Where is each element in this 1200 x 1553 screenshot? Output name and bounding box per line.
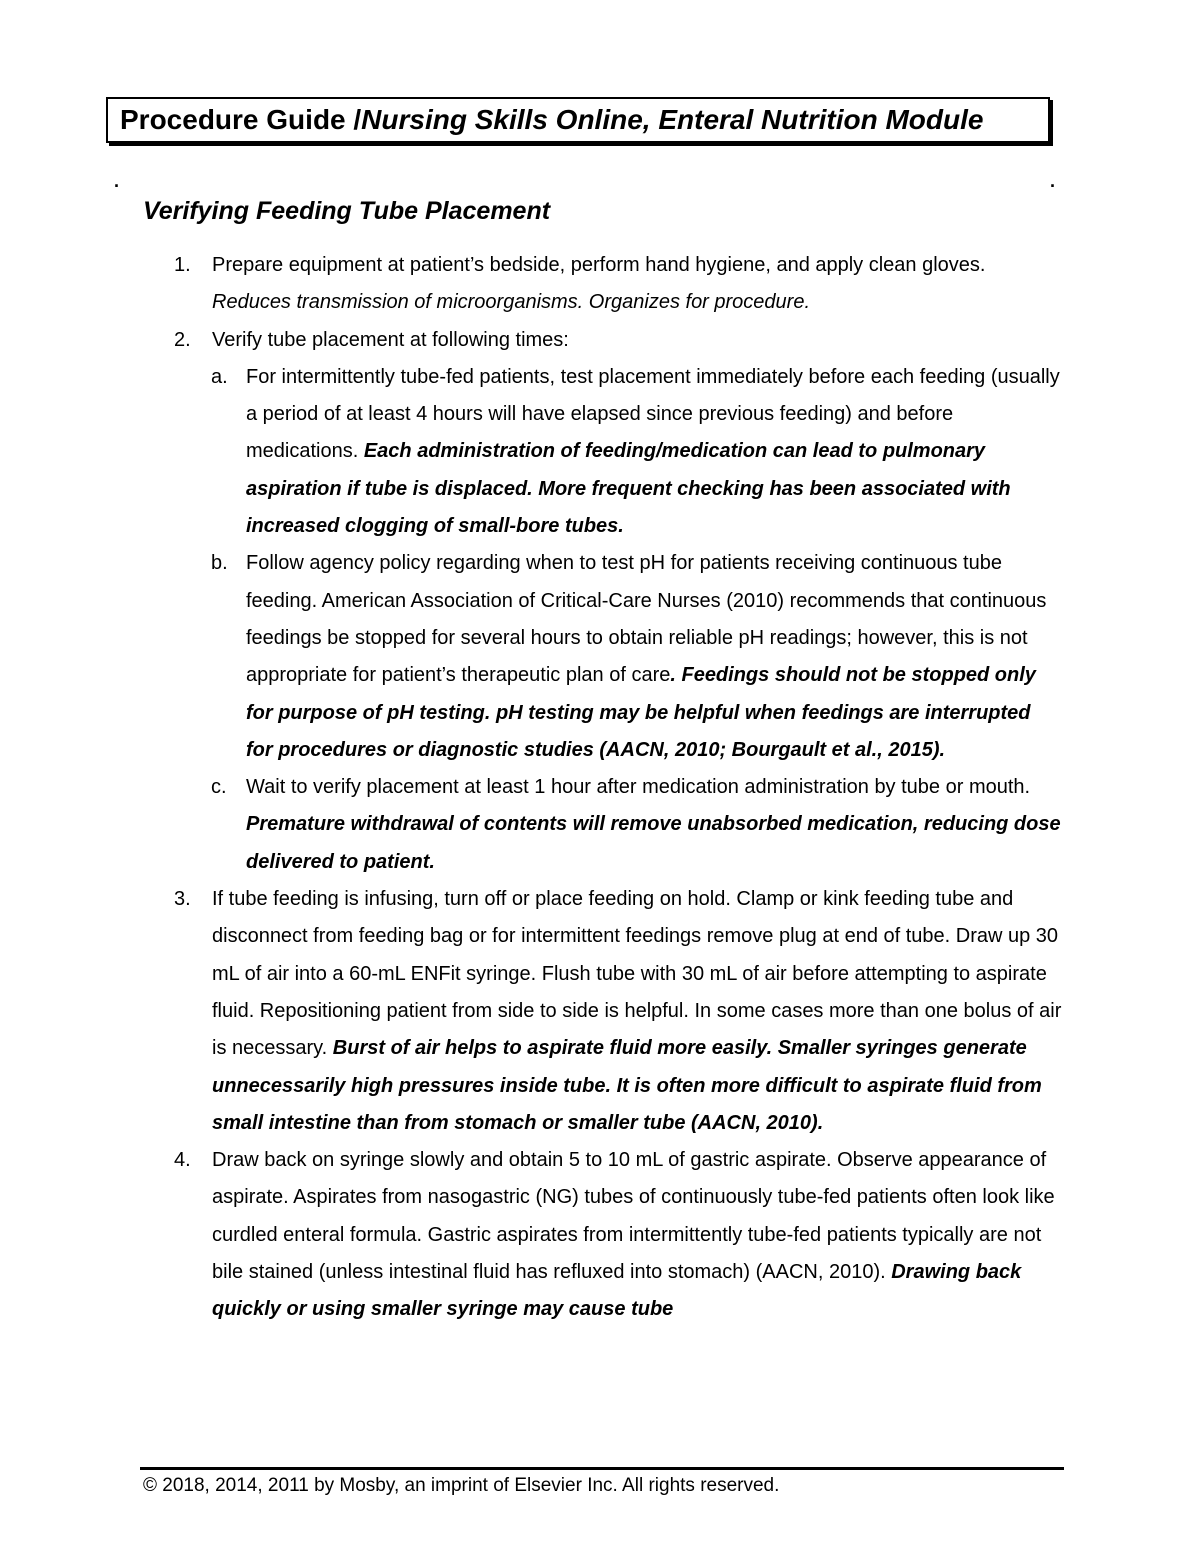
step-2 — [0, 322, 1062, 359]
header-title: Nursing Skills Online, Enteral Nutrition Module — [361, 104, 984, 135]
substep-rationale: . Feedings should not be stopped only for purpose of pH testing. pH testing may be helpful when feedings are interrupted for procedures or diagnostic studies (AACN, 2010; Bourgault et al., 2015). — [246, 664, 1036, 761]
step-2a — [0, 359, 1062, 545]
step-text: If tube feeding is infusing, turn off or place feeding on hold. Clamp or kink feeding tube and disconnect from feeding bag or for intermittent feedings remove plug at end of tube. Draw up 30 mL of air into a 60-mL ENFit syringe. Flush tube with 30 mL of air before attempting to aspirate fluid. Repositioning patient from side to side is helpful. In some cases more than one bolus of air is necessary. — [212, 888, 1062, 1060]
substep-letter: c. — [211, 776, 227, 799]
substep-rationale: Each administration of feeding/medication can lead to pulmonary aspiration if tube is displaced. More frequent checking has been associated with increased clogging of small-bore tubes. — [246, 440, 1011, 538]
step-1 — [0, 247, 1062, 322]
step-number: 4. — [174, 1149, 191, 1172]
header-prefix: Procedure Guide / — [120, 104, 362, 135]
step-number: 3. — [174, 888, 191, 911]
section-title: Verifying Feeding Tube Placement — [143, 197, 551, 225]
step-rationale: Burst of air helps to aspirate fluid more easily. Smaller syringes generate unnecessarily high pressures inside tube. It is often more difficult to aspirate fluid from small intestine than from stomach or smaller tube (AACN, 2010). — [212, 1037, 1042, 1134]
left-marker: . — [114, 171, 120, 191]
substep-rationale: Premature withdrawal of contents will remove unabsorbed medication, reducing dose delivered to patient. — [246, 813, 1061, 873]
step-text: Draw back on syringe slowly and obtain 5 to 10 mL of gastric aspirate. Observe appearance of aspirate. Aspirates from nasogastric (NG) tubes of continuously tube-fed patients often look like curdled enteral formula. Gastric aspirates from intermittently tube-fed patients typically are not bile stained (unless intestinal fluid has refluxed into stomach) (AACN, 2010). — [212, 1149, 1055, 1284]
substep-text: Follow agency policy regarding when to test pH for patients receiving continuous tube feeding. American Association of Critical-Care Nurses (2010) recommends that continuous feedings be stopped for several hours to obtain reliable pH readings; however, this is not appropriate for patient’s therapeutic plan of care — [246, 552, 1047, 687]
right-marker: . — [1050, 171, 1056, 191]
step-rationale: Reduces transmission of microorganisms. Organizes for procedure. — [212, 291, 811, 314]
step-text: Verify tube placement at following times: — [212, 328, 569, 351]
footer-divider — [140, 1467, 1064, 1470]
procedure-steps — [0, 247, 1200, 1329]
substep-text: Wait to verify placement at least 1 hour after medication administration by tube or mouth. — [246, 776, 1031, 799]
step-2c — [0, 769, 1062, 881]
step-3 — [0, 881, 1062, 1142]
substep-letter: b. — [211, 552, 228, 575]
step-number: 2. — [174, 328, 191, 351]
footer-copyright: © 2018, 2014, 2011 by Mosby, an imprint of Elsevier Inc. All rights reserved. — [143, 1475, 780, 1496]
substep-letter: a. — [211, 365, 228, 388]
substep-text: For intermittently tube-fed patients, test placement immediately before each feeding (usually a period of at least 4 hours will have elapsed since previous feeding) and before medications. — [246, 365, 1060, 463]
page-header — [106, 97, 1050, 143]
step-2b — [0, 545, 1062, 769]
step-rationale: Drawing back quickly or using smaller syringe may cause tube — [212, 1261, 1022, 1321]
step-4 — [0, 1142, 1062, 1328]
step-text: Prepare equipment at patient’s bedside, perform hand hygiene, and apply clean gloves. — [212, 254, 986, 276]
step-number: 1. — [174, 254, 191, 276]
